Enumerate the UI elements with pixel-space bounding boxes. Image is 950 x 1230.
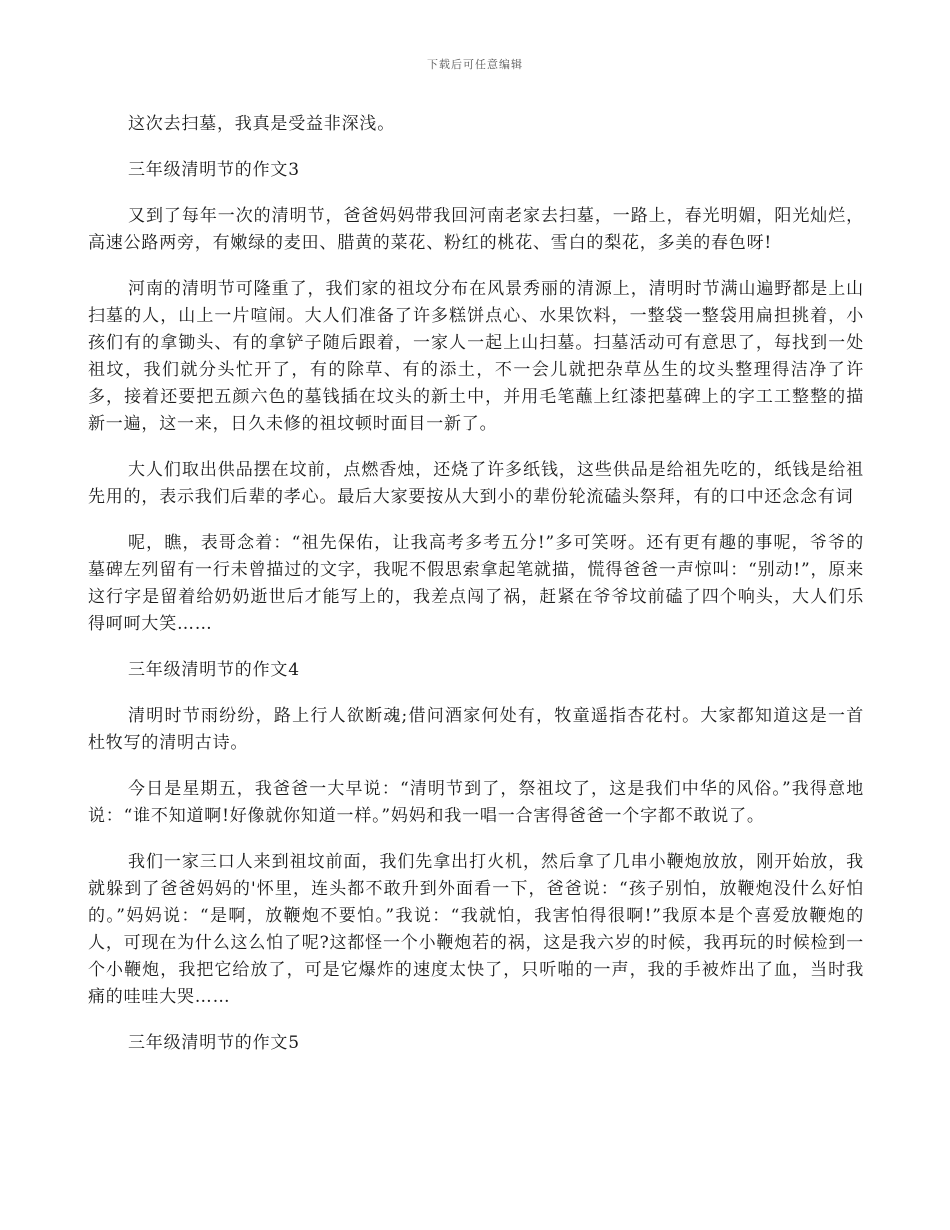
paragraph: 清明时节雨纷纷，路上行人欲断魂;借问酒家何处有，牧童遥指杏花村。大家都知道这是一首杜牧写的清明古诗。 xyxy=(88,706,864,753)
paragraph: 大人们取出供品摆在坟前，点燃香烛，还烧了许多纸钱，这些供品是给祖先吃的，纸钱是给祖先用的，表示我们后辈的孝心。最后大家要按从大到小的辈份轮流磕头祭拜，有的口中还念念有词 xyxy=(88,460,864,507)
page-header: 下载后可任意编辑 xyxy=(427,58,523,71)
section-heading: 三年级清明节的作文4 xyxy=(128,660,300,680)
paragraph: 呢，瞧，表哥念着：“祖先保佑，让我高考多考五分!”多可笑呀。还有更有趣的事呢，爷爷的墓碑左列留有一行未曾描过的文字，我呢不假思索拿起笔就描，慌得爸爸一声惊叫：“别动!”，原来这行字是留着给奶奶逝世后才能写上的，我差点闯了祸，赶紧在爷爷坟前磕了四个响头，大人们乐得呵呵大笑…… xyxy=(88,533,864,634)
paragraph: 我们一家三口人来到祖坟前面，我们先拿出打火机，然后拿了几串小鞭炮放放，刚开始放，我就躲到了爸爸妈妈的'怀里，连头都不敢升到外面看一下，爸爸说：“孩子别怕，放鞭炮没什么好怕的。”妈妈说：“是啊，放鞭炮不要怕。”我说：“我就怕，我害怕得很啊!”我原本是个喜爱放鞭炮的人，可现在为什么这么怕了呢?这都怪一个小鞭炮若的祸，这是我六岁的时候，我再玩的时候检到一个小鞭炮，我把它给放了，可是它爆炸的速度太快了，只听啪的一声，我的手被炸出了血，当时我痛的哇哇大哭…… xyxy=(88,852,864,1007)
paragraph: 又到了每年一次的清明节，爸爸妈妈带我回河南老家去扫墓，一路上，春光明媚，阳光灿烂，高速公路两旁，有嫩绿的麦田、腊黄的菜花、粉红的桃花、雪白的梨花，多美的春色呀! xyxy=(88,206,864,253)
section-heading: 三年级清明节的作文5 xyxy=(128,1033,300,1053)
document-body xyxy=(88,111,864,1076)
paragraph: 河南的清明节可隆重了，我们家的祖坟分布在风景秀丽的清源上，清明时节满山遍野都是上山扫墓的人，山上一片喧闹。大人们准备了许多糕饼点心、水果饮料，一整袋一整袋用扁担挑着，小孩们有的拿锄头、有的拿铲子随后跟着，一家人一起上山扫墓。扫墓活动可有意思了，每找到一处祖坟，我们就分头忙开了，有的除草、有的添土，不一会儿就把杂草丛生的坟头整理得洁净了许多，接着还要把五颜六色的墓钱插在坟头的新土中，并用毛笔蘸上红漆把墓碑上的字工工整整的描新一遍，这一来，日久未修的祖坟顿时面目一新了。 xyxy=(88,279,864,434)
paragraph: 今日是星期五，我爸爸一大早说：“清明节到了，祭祖坟了，这是我们中华的风俗。”我得意地说：“谁不知道啊!好像就你知道一样。”妈妈和我一唱一合害得爸爸一个字都不敢说了。 xyxy=(88,779,864,826)
paragraph: 这次去扫墓，我真是受益非深浅。 xyxy=(128,114,395,134)
section-heading: 三年级清明节的作文3 xyxy=(128,160,300,180)
